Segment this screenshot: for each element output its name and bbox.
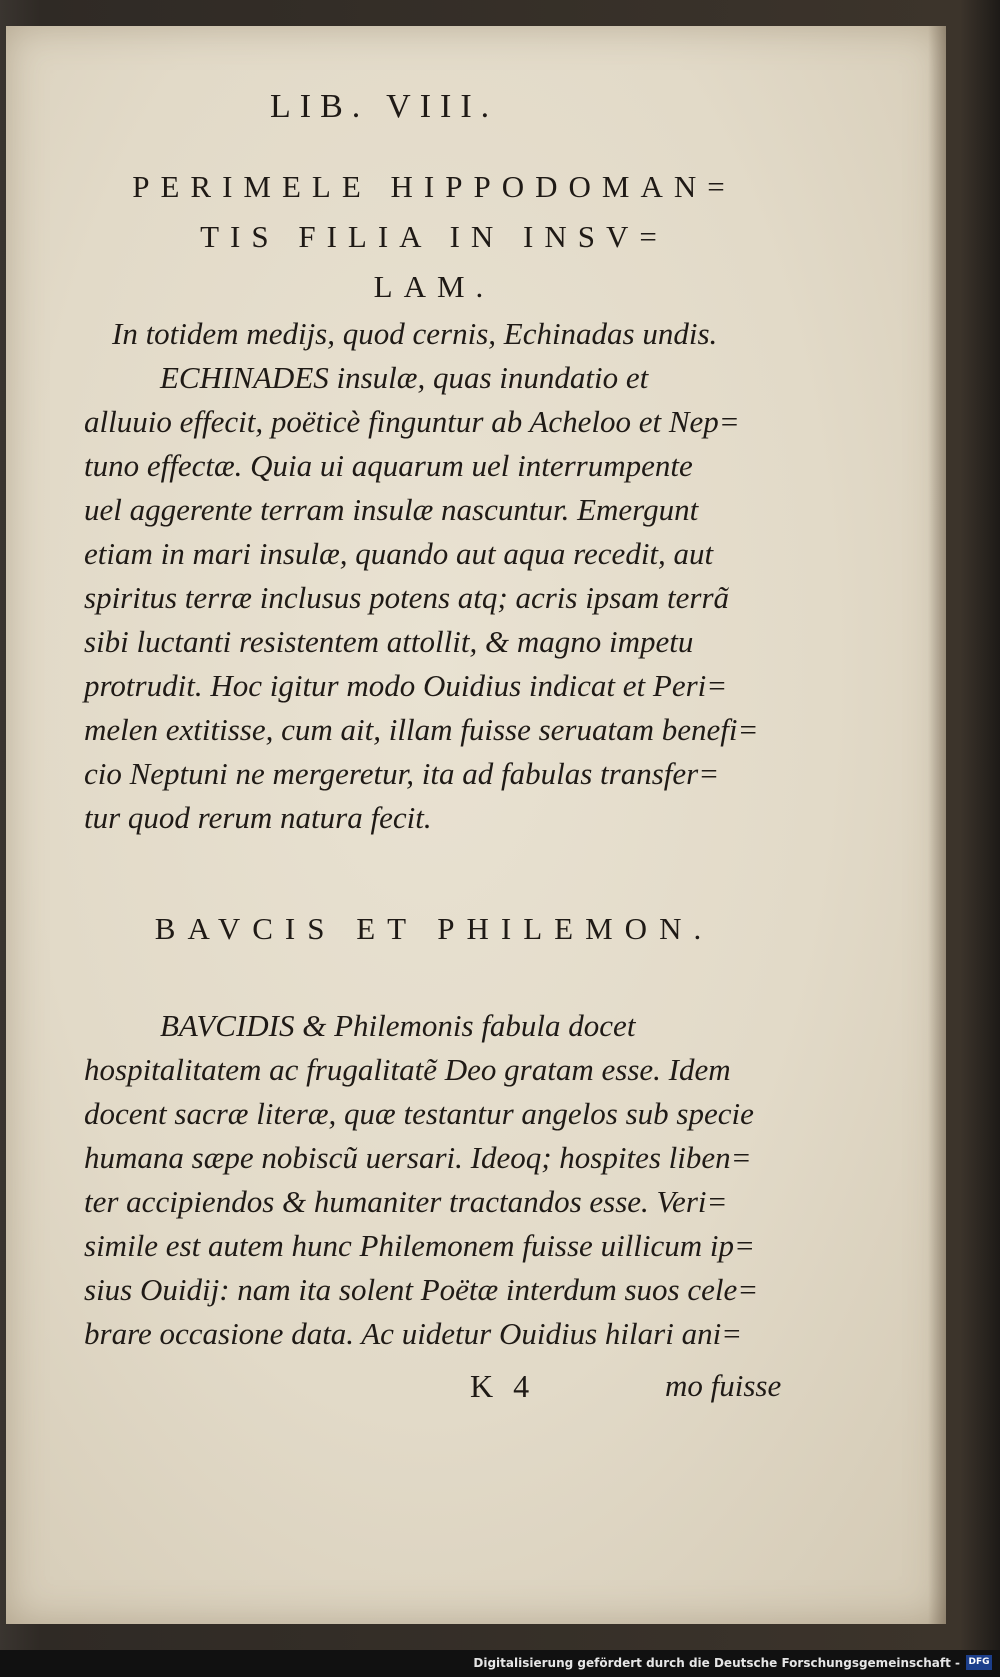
digitization-credit: Digitalisierung gefördert durch die Deutsche Forschungsgemeinschaft - [473,1656,960,1670]
text-line: BAVCIDIS & Philemonis fabula docet [160,1008,636,1043]
section-title-perimele [78,162,790,312]
section-title-baucis: BAVCIS ET PHILEMON. [154,911,714,946]
catchword: mo fuisse [665,1368,782,1403]
text-line: uel aggerente terram insulæ nascuntur. Emergunt [84,492,699,527]
text-line: docent sacræ literæ, quæ testantur angelos sub specie [84,1096,754,1131]
signature-mark: K 4 [470,1368,536,1404]
verse-quote: In totidem medijs, quod cernis, Echinadas undis. [112,316,718,351]
text-line: tuno effectæ. Quia ui aquarum uel interrumpente [84,448,693,483]
text-line: etiam in mari insulæ, quando aut aqua recedit, aut [84,536,714,571]
text-line: simile est autem hunc Philemonem fuisse uillicum ip= [84,1228,755,1263]
text-line: spiritus terræ inclusus potens atq; acris ipsam terrã [84,580,730,615]
section-title-line: LAM. [373,269,495,304]
text-line: sius Ouidij: nam ita solent Poëtæ interdum suos cele= [84,1272,759,1307]
running-head: LIB. VIII. [270,88,499,125]
text-line: protrudit. Hoc igitur modo Ouidius indicat et Peri= [84,668,728,703]
dfg-logo-badge: DFG [966,1655,992,1670]
text-line: alluuio effecit, poëticè finguntur ab Acheloo et Nep= [84,404,740,439]
text-line: humana sæpe nobiscũ uersari. Ideoq; hospites liben= [84,1140,752,1175]
text-line: cio Neptuni ne mergeretur, ita ad fabulas transfer= [84,756,720,791]
text-line: hospitalitatem ac frugalitatẽ Deo gratam esse. Idem [84,1052,731,1087]
text-line: ter accipiendos & humaniter tractandos esse. Veri= [84,1184,728,1219]
text-line: ECHINADES insulæ, quas inundatio et [160,360,649,395]
text-line: brare occasione data. Ac uidetur Ouidius hilari ani= [84,1316,743,1351]
text-line: melen extitisse, cum ait, illam fuisse seruatam benefi= [84,712,759,747]
text-line: sibi luctanti resistentem attollit, & magno impetu [84,624,694,659]
section-title-line: PERIMELE HIPPODOMAN= [132,169,736,204]
section-title-line: TIS FILIA IN INSV= [200,219,668,254]
text-line: tur quod rerum natura fecit. [84,800,432,835]
